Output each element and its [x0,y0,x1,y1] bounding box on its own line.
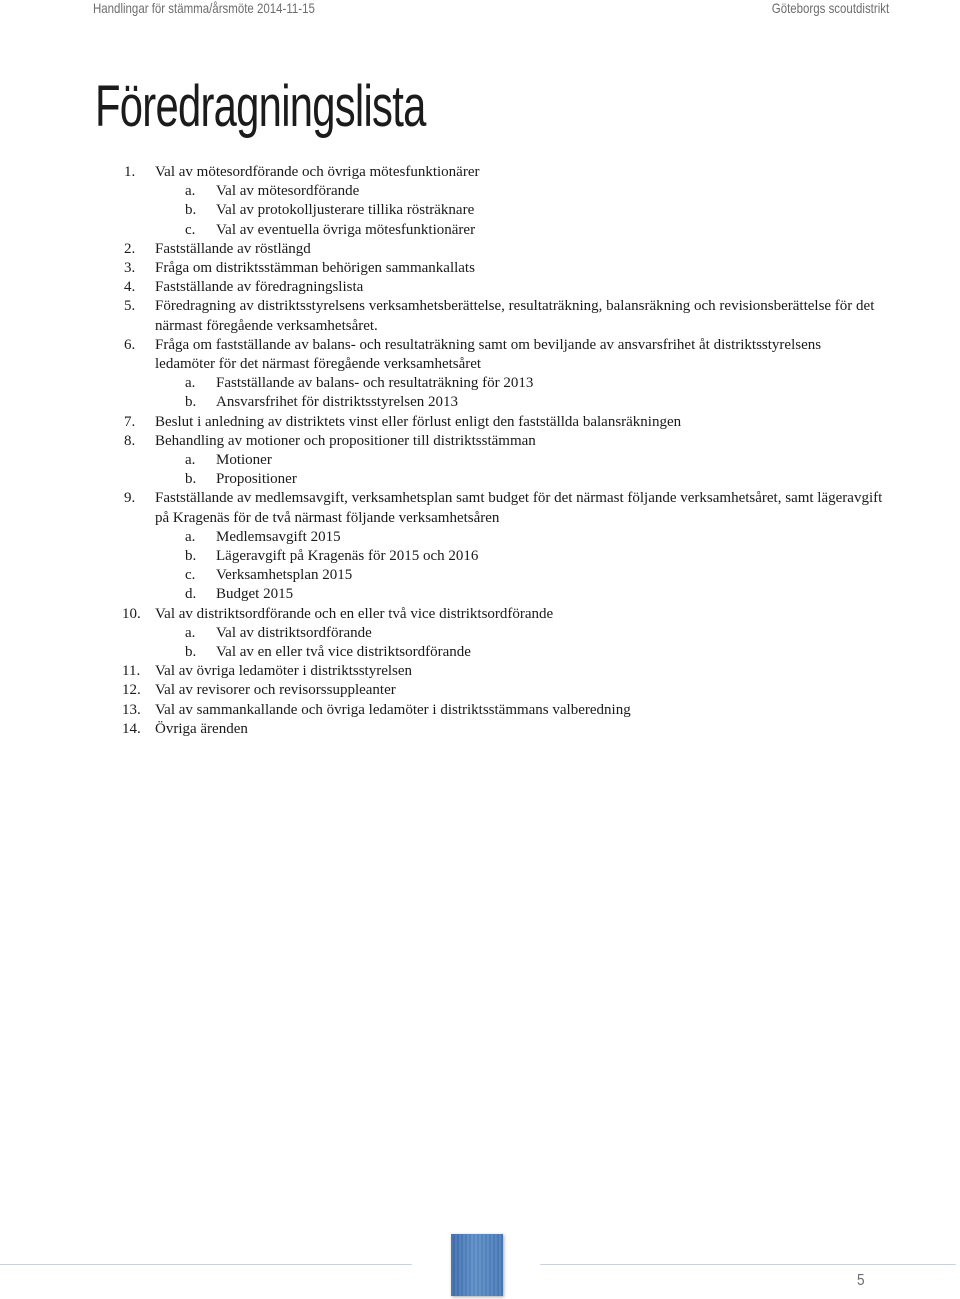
agenda-item-number: 12. [122,682,141,699]
agenda-item [124,278,884,297]
agenda-item [124,297,884,335]
agenda-item-number: 1. [124,164,136,180]
page-title: Föredragningslista [95,74,426,139]
agenda-item-text: Val av revisorer och revisorssuppleanter [155,682,396,699]
agenda-item-number: 3. [124,260,136,277]
agenda-subitem-letter: b. [185,471,197,488]
agenda-item [124,662,884,681]
agenda-subitem [124,547,884,566]
agenda-subitem [124,451,884,470]
agenda-item-text: Fråga om distriktsstämman behörigen sammankallats [155,260,475,277]
agenda-subitem-text: Ansvarsfrihet för distriktsstyrelsen 2013 [216,394,459,411]
agenda-item [124,701,884,720]
agenda-subitem-letter: c. [185,567,196,584]
agenda-subitem-text: Lägeravgift på Kragenäs för 2015 och 2016 [216,548,479,565]
footer-divider-left [0,1264,412,1265]
agenda-item-number: 5. [124,298,136,315]
agenda-subitem [124,374,884,393]
agenda-item-text: Fråga om fastställande av balans- och resultaträkning samt om beviljande av ansvarsfrihet åt distriktsstyrelsens ledamöter för det närmast föregående verksamhetsåret [155,336,822,373]
agenda-item [124,681,884,700]
agenda-subitem [124,393,884,412]
agenda-subitem [124,643,884,662]
agenda-item-number: 4. [124,279,136,296]
agenda-subitem-text: Verksamhetsplan 2015 [216,567,353,584]
agenda-subitem-letter: c. [185,221,196,238]
agenda-item [124,163,884,182]
agenda-item [124,336,884,374]
agenda-item-number: 13. [122,701,141,718]
agenda-subitem-text: Budget 2015 [216,586,294,603]
agenda-item [124,720,884,739]
agenda-subitem-letter: a. [185,452,196,469]
agenda-subitem [124,585,884,604]
agenda-subitem-letter: b. [185,644,197,661]
agenda-item-text: Fastställande av föredragningslista [155,279,364,296]
agenda-subitem-letter: b. [185,394,197,411]
agenda-list [124,163,884,739]
agenda-item-text: Val av mötesordförande och övriga mötesfunktionärer [155,164,480,180]
agenda-subitem [124,566,884,585]
agenda-item-text: Fastställande av medlemsavgift, verksamhetsplan samt budget för det närmast följande verksamhetsåret, samt lägeravgift på Kragenäs för de två närmast följande verksamhetsåren [155,490,883,526]
agenda-subitem [124,221,884,240]
agenda-item-number: 10. [122,605,141,622]
agenda-subitem-text: Motioner [216,452,272,469]
agenda-item [124,489,884,527]
header-organization: Göteborgs scoutdistrikt [771,0,889,16]
agenda-item-number: 8. [124,432,136,449]
agenda-item-text: Val av distriktsordförande och en eller två vice distriktsordförande [155,605,554,622]
agenda-subitem [124,528,884,547]
header-document-title: Handlingar för stämma/årsmöte 2014-11-15 [93,0,315,16]
agenda-item-number: 14. [122,720,141,737]
agenda-item-number: 7. [124,413,136,430]
agenda-subitem-letter: a. [185,183,196,200]
agenda-item [124,240,884,259]
agenda-subitem [124,182,884,201]
agenda-subitem-text: Val av en eller två vice distriktsordförande [216,644,471,661]
agenda-subitem-letter: a. [185,624,196,641]
agenda-subitem-text: Val av distriktsordförande [216,624,372,641]
agenda-subitem [124,624,884,643]
agenda-subitem-text: Val av mötesordförande [216,183,360,200]
agenda-item-number: 2. [124,240,136,257]
agenda-item [124,432,884,451]
agenda-item-number: 9. [124,490,136,507]
page-number: 5 [857,1272,865,1289]
agenda-subitem-text: Propositioner [216,471,297,488]
agenda-item-text: Fastställande av röstlängd [155,240,311,257]
agenda-subitem-text: Medlemsavgift 2015 [216,528,341,545]
agenda-item-text: Övriga ärenden [155,720,248,737]
agenda-subitem-text: Val av eventuella övriga mötesfunktionärer [216,221,476,238]
agenda-subitem-text: Val av protokolljusterare tillika rösträknare [216,202,475,219]
agenda-subitem-letter: a. [185,528,196,545]
footer-decorative-tab [451,1234,503,1296]
agenda-subitem [124,201,884,220]
agenda-item [124,259,884,278]
agenda-item-text: Val av sammankallande och övriga ledamöter i distriktsstämmans valberedning [155,701,631,718]
agenda-item-number: 6. [124,336,136,353]
agenda-subitem-letter: a. [185,375,196,392]
agenda-item-number: 11. [122,663,141,680]
agenda-item [124,605,884,624]
agenda-item [124,413,884,432]
agenda-subitem-letter: b. [185,548,197,565]
agenda-subitem-letter: b. [185,202,197,219]
agenda-item-text: Föredragning av distriktsstyrelsens verksamhetsberättelse, resultaträkning, balansräkning och revisionsberättelse för det närmast föregående verksamhetsåret. [155,298,875,334]
agenda-subitem [124,470,884,489]
agenda-item-text: Beslut i anledning av distriktets vinst eller förlust enligt den fastställda balansräkningen [155,413,682,430]
footer-divider-right [540,1264,956,1265]
agenda-subitem-text: Fastställande av balans- och resultaträkning för 2013 [216,375,534,392]
agenda-item-text: Val av övriga ledamöter i distriktsstyrelsen [155,663,413,680]
page-header [0,0,960,20]
agenda-subitem-letter: d. [185,586,197,603]
agenda-item-text: Behandling av motioner och propositioner till distriktsstämman [155,432,536,449]
